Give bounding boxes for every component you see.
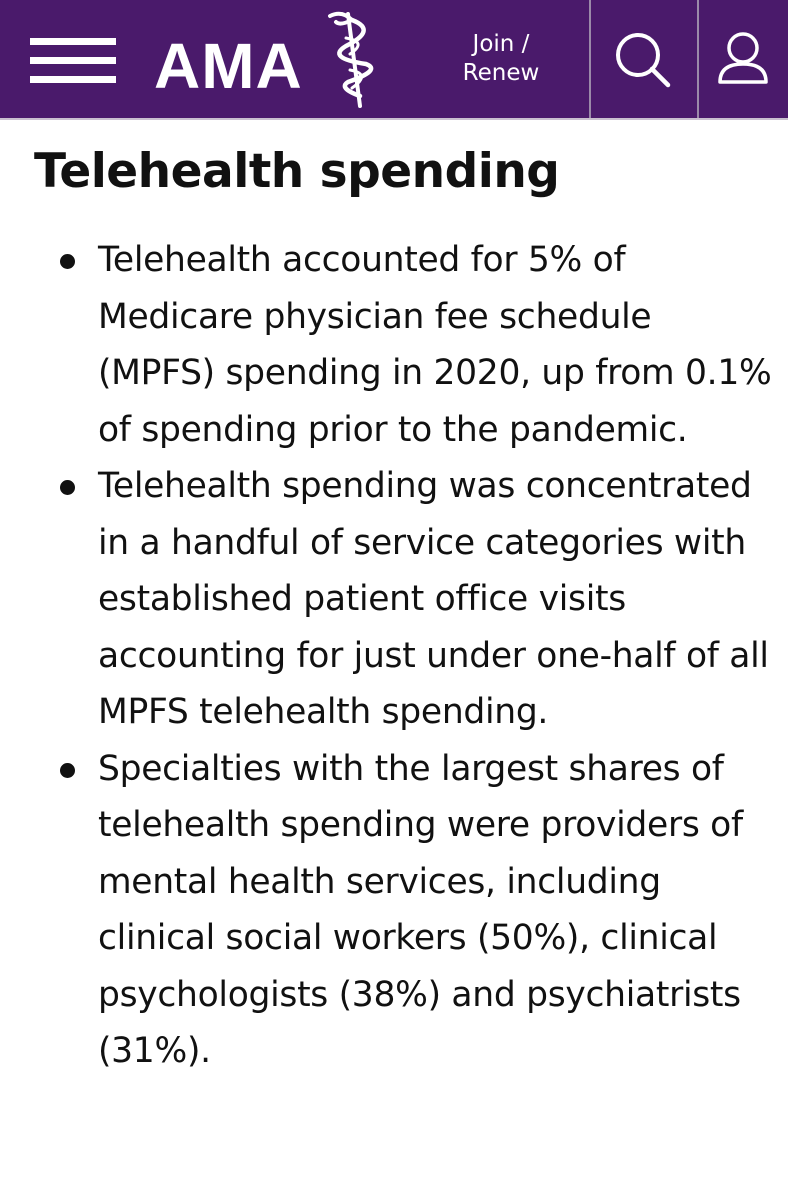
ama-logo[interactable] <box>150 8 400 112</box>
site-header <box>0 0 788 120</box>
bullet-dot <box>60 254 75 269</box>
section-heading: Telehealth spending <box>34 144 560 199</box>
menu-bar <box>30 57 116 64</box>
hamburger-menu-icon[interactable] <box>30 38 116 84</box>
join-label: Join / <box>472 31 530 57</box>
logo-text: AMA <box>154 30 303 102</box>
menu-bar <box>30 76 116 83</box>
bullet-dot <box>60 480 75 495</box>
search-button[interactable] <box>591 0 697 118</box>
user-icon <box>699 0 788 118</box>
bullet-list <box>34 232 774 1080</box>
article-content <box>34 140 774 1080</box>
menu-bar <box>30 38 116 45</box>
list-item <box>34 232 774 458</box>
bullet-dot <box>60 763 75 778</box>
list-item-text: Telehealth spending was concentrated in a handful of service categories with established patient office visits accounting for just under one-half of all MPFS telehealth spending. <box>98 466 769 732</box>
renew-label: Renew <box>462 60 540 86</box>
list-item <box>34 741 774 1080</box>
join-renew-link[interactable] <box>440 30 562 88</box>
list-item-text: Specialties with the largest shares of telehealth spending were providers of mental health services, including clinical social workers (50%), clinical psychologists (38%) and psychiatrists (31%). <box>98 748 743 1071</box>
account-button[interactable] <box>699 0 788 118</box>
rod-of-asclepius-icon <box>320 8 390 112</box>
list-item <box>34 458 774 741</box>
list-item-text: Telehealth accounted for 5% of Medicare physician fee schedule (MPFS) spending in 2020, up from 0.1% of spending prior to the pandemic. <box>98 240 772 450</box>
search-icon <box>591 0 697 118</box>
